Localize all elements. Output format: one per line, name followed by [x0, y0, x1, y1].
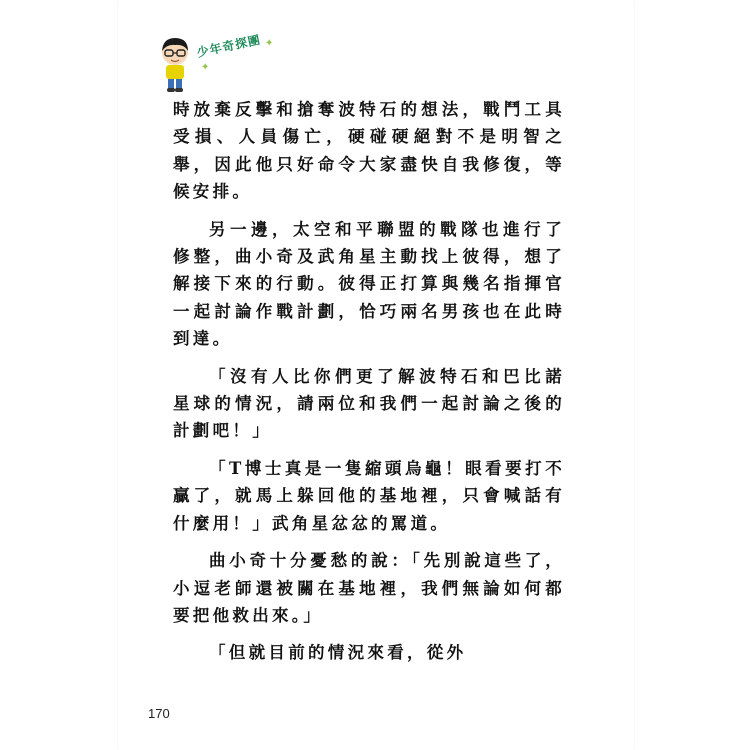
paragraph: 「沒有人比你們更了解波特石和巴比諾星球的情況，請兩位和我們一起討論之後的計劃吧！」: [173, 366, 565, 441]
page-number: 170: [148, 706, 170, 721]
paragraph: 「但就目前的情況來看，從外: [209, 643, 467, 663]
boy-mascot-icon: [157, 36, 193, 94]
paragraph: 「T博士真是一隻縮頭烏龜！眼看要打不贏了，就馬上躲回他的基地裡，只會喊話有什麼用！」武角星忿忿的罵道。: [173, 458, 565, 533]
story-text: [173, 96, 565, 667]
paragraph: 曲小奇十分憂愁的說：「先別說這些了，小逗老師還被關在基地裡，我們無論如何都要把他救出來。」: [173, 551, 565, 625]
series-header: [157, 32, 297, 94]
star-icon: ✦: [265, 38, 274, 49]
paragraph: 時放棄反擊和搶奪波特石的想法，戰鬥工具受損、人員傷亡，硬碰硬絕對不是明智之舉，因此他只好命令大家盡快自我修復，等候安排。: [173, 100, 565, 202]
star-icon: ✦: [201, 62, 210, 73]
series-title: 少年奇探團: [195, 32, 263, 60]
paragraph: 另一邊，太空和平聯盟的戰隊也進行了修整，曲小奇及武角星主動找上彼得，想了解接下來的行動。彼得正打算與幾名指揮官一起討論作戰計劃，恰巧兩名男孩也在此時到達。: [173, 219, 565, 349]
